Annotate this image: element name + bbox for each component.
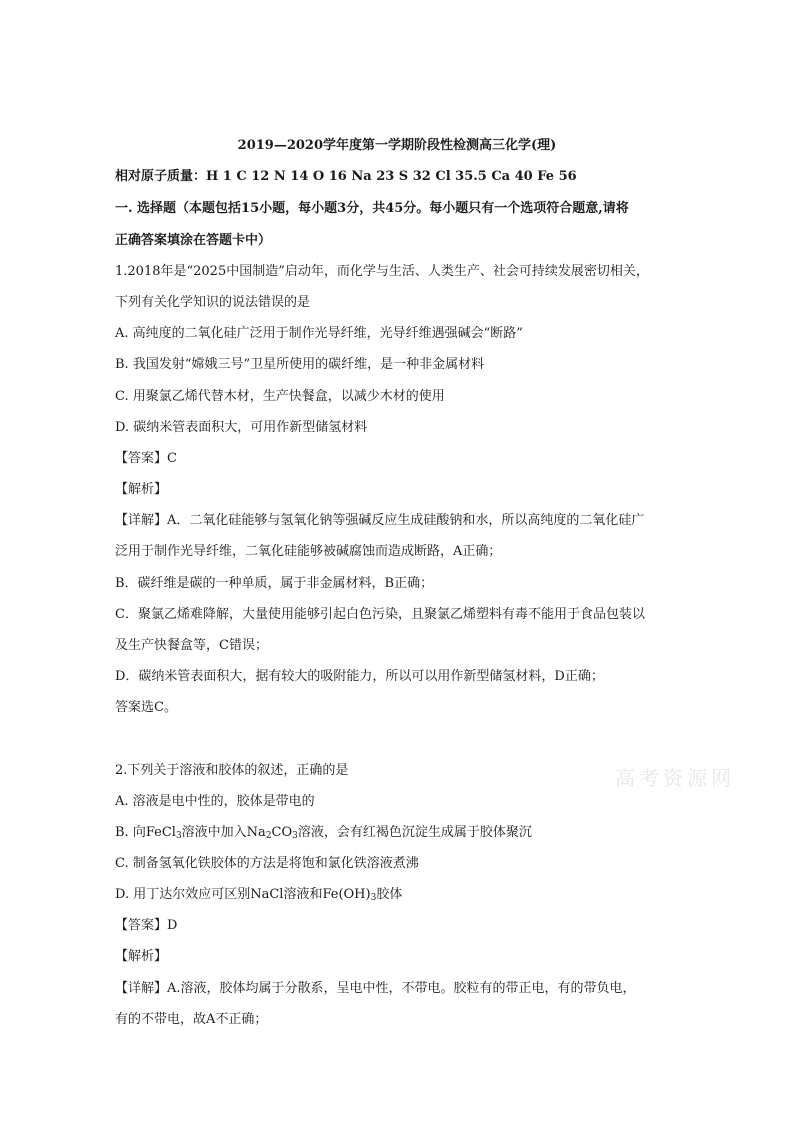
q2-option-d-text: D. 用丁达尔效应可区别NaCl溶液和Fe(OH) — [115, 887, 371, 902]
q2-option-a: A. 溶液是电中性的，胶体是带电的 — [115, 794, 315, 809]
q2-analysis-label: 【解析】 — [115, 949, 168, 964]
subscript: 3 — [370, 893, 377, 903]
q1-option-d: D. 碳纳米管表面积大，可用作新型储氢材料 — [115, 420, 368, 435]
q1-option-b: B. 我国发射“嫦娥三号”卫星所使用的碳纤维，是一种非金属材料 — [115, 357, 485, 372]
q2-option-b-text: 溶液，会有红褐色沉淀生成属于胶体聚沉 — [297, 825, 532, 840]
section-heading-line2: 正确答案填涂在答题卡中） — [115, 233, 272, 248]
q1-answer: 【答案】C — [115, 451, 177, 466]
q1-detail-line1: 【详解】A．二氧化硅能够与氢氧化钠等强碱反应生成硅酸钠和水，所以高纯度的二氧化硅广 — [115, 513, 645, 528]
q2-option-d — [115, 883, 675, 903]
q1-detail-line4: C．聚氯乙烯难降解，大量使用能够引起白色污染，且聚氯乙烯塑料有毒不能用于食品包装以 — [115, 607, 645, 622]
q1-analysis-label: 【解析】 — [115, 482, 168, 497]
q1-detail-line3: B．碳纤维是碳的一种单质，属于非金属材料，B正确； — [115, 576, 434, 591]
q2-stem: 2.下列关于溶液和胶体的叙述，正确的是 — [115, 763, 349, 778]
subscript: 3 — [292, 831, 298, 841]
subscript: 3 — [175, 831, 182, 841]
q2-option-b-text: B. 向FeCl — [115, 825, 176, 840]
q2-option-c: C. 制备氢氧化铁胶体的方法是将饱和氯化铁溶液煮沸 — [115, 856, 419, 871]
q1-detail-line2: 泛用于制作光导纤维，二氧化硅能够被碱腐蚀而造成断路，A正确； — [115, 544, 502, 559]
subscript: 2 — [265, 831, 272, 841]
q1-conclusion: 答案选C。 — [115, 700, 177, 715]
section-heading-line1: 一. 选择题（本题包括15小题，每小题3分，共45分。每小题只有一个选项符合题意,请将 — [115, 201, 629, 216]
q1-option-c: C. 用聚氯乙烯代替木材，生产快餐盒，以减少木材的使用 — [115, 389, 445, 404]
q2-answer: 【答案】D — [115, 918, 178, 933]
q2-option-d-text: 胶体 — [376, 887, 403, 902]
q2-option-b-text: CO — [271, 825, 293, 840]
q1-option-a: A. 高纯度的二氧化硅广泛用于制作光导纤维，光导纤维遇强碱会“断路” — [115, 326, 523, 341]
atomic-masses: 相对原子质量：H 1 C 12 N 14 O 16 Na 23 S 32 Cl 35.5 Ca 40 Fe 56 — [115, 169, 577, 184]
q1-detail-line5: 及生产快餐盒等，C错误； — [115, 638, 268, 653]
q2-option-b — [115, 821, 675, 841]
watermark: 高考资源网 — [615, 766, 735, 790]
q2-detail-line1: 【详解】A.溶液，胶体均属于分散系，呈电中性，不带电。胶粒有的带正电，有的带负电， — [115, 981, 636, 996]
page-title: 2019—2020学年度第一学期阶段性检测高三化学(理) — [237, 138, 557, 153]
q1-stem-line2: 下列有关化学知识的说法错误的是 — [115, 295, 311, 310]
q1-stem-line1: 1.2018年是“2025中国制造”启动年，而化学与生活、人类生产、社会可持续发展密切相关， — [115, 264, 649, 279]
q2-detail-line2: 有的不带电，故A不正确； — [115, 1012, 268, 1027]
q2-option-b-text: 溶液中加入Na — [181, 825, 266, 840]
q1-detail-line6: D．碳纳米管表面积大，据有较大的吸附能力，所以可以用作新型储氢材料，D正确； — [115, 669, 604, 684]
